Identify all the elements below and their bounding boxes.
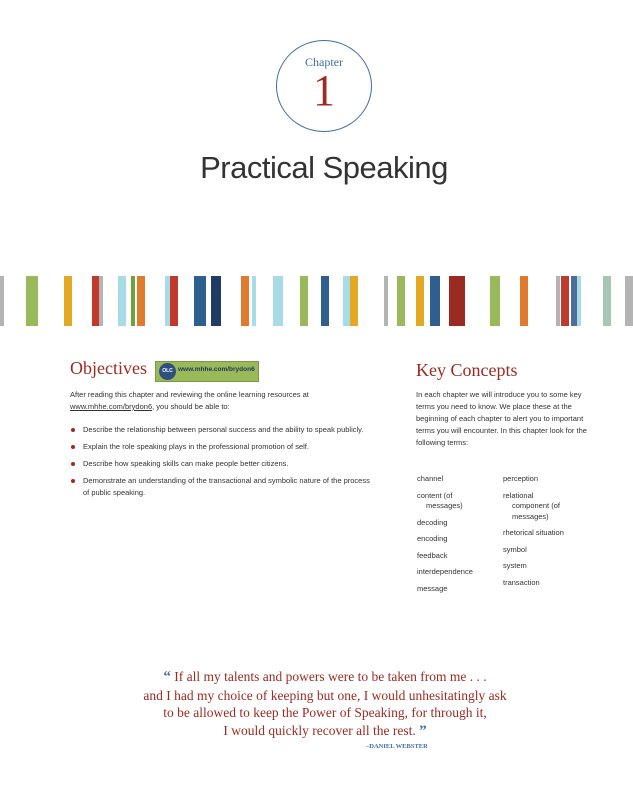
key-term-text: decoding xyxy=(417,517,448,527)
key-term xyxy=(417,474,501,485)
key-term xyxy=(417,584,501,595)
decorative-stripe xyxy=(430,276,440,326)
olc-link-badge[interactable] xyxy=(155,361,259,382)
decorative-stripe xyxy=(0,276,4,326)
objectives-intro-tail: , you should be able to: xyxy=(152,402,230,411)
decorative-stripe xyxy=(561,276,569,326)
open-quote-mark: “ xyxy=(163,669,171,685)
decorative-stripe xyxy=(252,276,256,326)
objective-item: Describe the relationship between personal success and the ability to speak publicly. xyxy=(70,424,370,436)
chapter-number: 1 xyxy=(313,66,335,115)
key-term xyxy=(503,528,593,539)
quote-attribution: –DANIEL WEBSTER xyxy=(366,743,428,750)
decorative-stripe xyxy=(321,276,329,326)
decorative-stripe xyxy=(397,276,405,326)
epigraph-quote xyxy=(90,668,560,740)
quote-line: to be allowed to keep the Power of Speaking, for through it, xyxy=(163,705,487,720)
decorative-stripe xyxy=(384,276,388,326)
decorative-stripe xyxy=(64,276,72,326)
key-term xyxy=(503,474,593,485)
decorative-stripe xyxy=(118,276,126,326)
key-term-text: message xyxy=(417,583,448,593)
decorative-stripe xyxy=(300,276,308,326)
key-concepts-heading: Key Concepts xyxy=(416,360,518,380)
quote-line: If all my talents and powers were to be taken from me . . . xyxy=(174,669,487,684)
key-term xyxy=(503,491,593,523)
key-term xyxy=(417,551,501,562)
key-term-text: encoding xyxy=(417,534,448,543)
olc-url[interactable]: www.mhhe.com/brydon6 xyxy=(178,366,255,373)
key-term xyxy=(417,491,501,512)
close-quote-mark: ” xyxy=(419,722,427,739)
quote-line: and I had my choice of keeping but one, I would unhesitatingly ask xyxy=(143,687,507,703)
decorative-stripe xyxy=(577,276,581,326)
key-term xyxy=(417,534,501,545)
objective-item: Describe how speaking skills can make people better citizens. xyxy=(70,458,370,470)
key-term-text: content (of xyxy=(417,490,453,500)
chapter-label: Chapter xyxy=(305,55,343,69)
key-term-text: rhetorical situation xyxy=(503,528,564,537)
key-term-subtext: component (of messages) xyxy=(512,501,560,521)
key-terms-left xyxy=(417,474,501,600)
key-term-text: symbol xyxy=(503,544,527,554)
decorative-stripe xyxy=(137,276,145,326)
key-term-text: perception xyxy=(503,474,539,483)
decorative-stripe xyxy=(350,276,358,326)
decorative-stripe xyxy=(603,276,611,326)
decorative-stripe xyxy=(273,276,283,326)
key-term xyxy=(503,545,593,556)
quote-line: I would quickly recover all the rest. xyxy=(223,722,416,738)
key-term-subtext: messages) xyxy=(426,501,463,510)
objective-item: Demonstrate an understanding of the transactional and symbolic nature of the process of public speaking. xyxy=(70,475,370,499)
key-term xyxy=(503,561,593,572)
key-term xyxy=(417,567,501,578)
decorative-stripe xyxy=(416,276,424,326)
key-term-text: channel xyxy=(417,474,444,483)
objectives-intro-text: After reading this chapter and reviewing the online learning resources at xyxy=(70,390,309,399)
key-terms-right xyxy=(503,474,593,594)
key-term xyxy=(503,578,593,589)
objectives-intro-link[interactable]: www.mhhe.com/brydon6 xyxy=(70,402,153,411)
decorative-stripe xyxy=(490,276,500,326)
key-term-text: relational xyxy=(503,490,534,500)
decorative-stripe xyxy=(556,276,560,326)
key-term-text: system xyxy=(503,561,527,570)
objectives-heading: Objectives xyxy=(70,358,147,378)
decorative-stripe xyxy=(211,276,221,326)
page-title: Practical Speaking xyxy=(200,150,448,185)
decorative-stripe xyxy=(625,276,633,326)
decorative-stripe xyxy=(26,276,38,326)
key-concepts-intro: In each chapter we will introduce you to some key terms you need to know. We place these at the beginning of each chapter to alert you to important terms you will encounter. In this chapter look for the following terms: xyxy=(416,390,587,447)
decorative-stripe xyxy=(99,276,103,326)
decorative-stripe xyxy=(520,276,528,326)
objective-item: Explain the role speaking plays in the professional promotion of self. xyxy=(70,441,370,453)
decorative-stripe xyxy=(170,276,178,326)
olc-icon: OLC xyxy=(159,363,176,380)
decorative-stripe-band xyxy=(0,276,633,326)
objectives-list xyxy=(70,424,370,504)
decorative-stripe xyxy=(241,276,249,326)
key-term-text: transaction xyxy=(503,577,540,587)
chapter-badge xyxy=(276,40,372,132)
decorative-stripe xyxy=(194,276,206,326)
key-term-text: feedback xyxy=(417,550,448,560)
decorative-stripe xyxy=(131,276,135,326)
key-term xyxy=(417,518,501,529)
key-term-text: interdependence xyxy=(417,567,473,576)
decorative-stripe xyxy=(449,276,465,326)
objectives-intro xyxy=(70,389,360,413)
